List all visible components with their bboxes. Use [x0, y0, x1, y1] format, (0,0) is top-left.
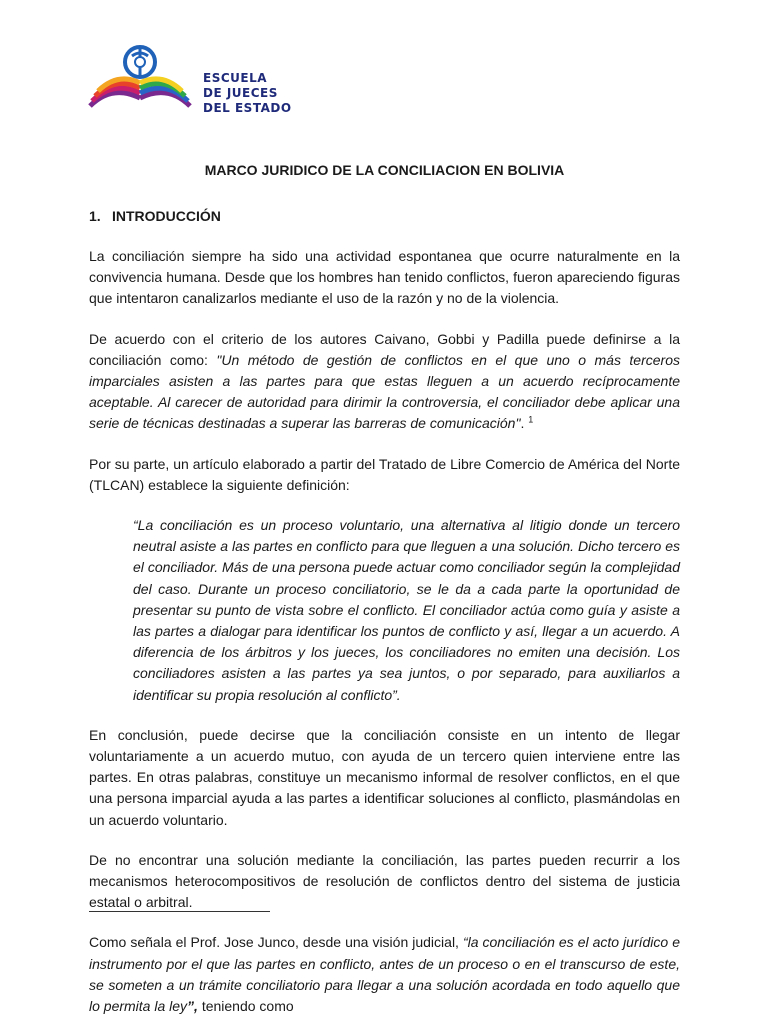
logo-emblem-icon: [86, 40, 198, 120]
section-heading: [89, 206, 680, 226]
section-title: INTRODUCCIÓN: [112, 208, 221, 224]
escuela-de-jueces-logo: [86, 40, 296, 125]
paragraph-6-lead: Como señala el Prof. Jose Junco, desde una visión judicial,: [89, 934, 463, 951]
paragraph-4: En conclusión, puede decirse que la conciliación consiste en un intento de llegar voluntariamente a un acuerdo mutuo, con ayuda de un tercero quien interviene entre las partes. En otras palabras, constituye un mecanismo informal de resolver conflictos, en el que una persona imparcial ayuda a las partes a identificar soluciones al conflicto, plasmándolas en un acuerdo voluntario.: [89, 726, 680, 828]
document-title: MARCO JURIDICO DE LA CONCILIACION EN BOLIVIA: [204, 162, 565, 178]
section-number: 1.: [89, 208, 101, 224]
paragraph-5: De no encontrar una solución mediante la conciliación, las partes pueden recurrir a los mecanismos heterocompositivos de resolución de conflictos dentro del sistema de justicia estatal o arbitral.: [89, 851, 680, 911]
paragraph-6-tail: teniendo como: [197, 998, 294, 1015]
paragraph-1: La conciliación siempre ha sido una actividad espontanea que ocurre naturalmente en la convivencia humana. Desde que los hombres han tenido conflictos, fueron apareciendo figuras que intentaron canalizarlos mediante el uso de la razón y no de la violencia.: [89, 248, 680, 307]
paragraph-2-tail: .: [520, 415, 529, 432]
logo-line-1: ESCUELA: [203, 71, 268, 85]
block-quote: “La conciliación es un proceso voluntario, una alternativa al litigio donde un tercero neutral asiste a las partes en conflicto para que lleguen a una solución. Dicho tercero es el conciliador. Más de una persona puede actuar como conciliador según la complejidad del caso. Durante un proceso conciliatorio, se le da a cada parte la oportunidad de presentar su punto de vista sobre el conflicto. El conciliador actúa como guía y asiste a las partes a dialogar para identificar los puntos de conflicto y así, llegar a un acuerdo. A diferencia de los árbitros y los jueces, los conciliadores no emiten una decisión. Los conciliadores asisten a las partes ya sea juntos, o por separado, para auxiliarlos a identificar su propia resolución al conflicto”.: [133, 517, 680, 703]
logo-line-2: DE JUECES: [203, 86, 278, 100]
footnote-separator: [89, 911, 270, 912]
paragraph-3: Por su parte, un artículo elaborado a partir del Tratado de Libre Comercio de América del Norte (TLCAN) establece la siguiente definición:: [89, 455, 680, 493]
paragraph-2: [89, 329, 680, 435]
paragraph-6-quote: “la conciliación es el acto jurídico e instrumento por el que las partes en conflicto, antes de un proceso o en el transcurso de este, se someten a un trámite conciliatorio para llegar a una solución acordada en todo aquello que lo permita la ley: [89, 934, 680, 1015]
document-body: [89, 160, 680, 1036]
footnote-reference[interactable]: 1: [528, 414, 534, 425]
paragraph-6-quote-end: ”,: [187, 998, 198, 1015]
paragraph-2-lead: De acuerdo con el criterio de los autores Caivano, Gobbi y Padilla puede definirse a la conciliación como:: [89, 330, 680, 368]
logo-text: [203, 71, 292, 116]
paragraph-2-quote: "Un método de gestión de conflictos en el que uno o más terceros imparciales asisten a las partes para que estas lleguen a un acuerdo recíprocamente aceptable. Al carecer de autoridad para dirimir la controversia, el conciliador debe aplicar una serie de técnicas destinadas a superar las barreras de comunicación": [89, 351, 680, 432]
logo-line-3: DEL ESTADO: [203, 101, 292, 115]
paragraph-6: [89, 932, 680, 1017]
